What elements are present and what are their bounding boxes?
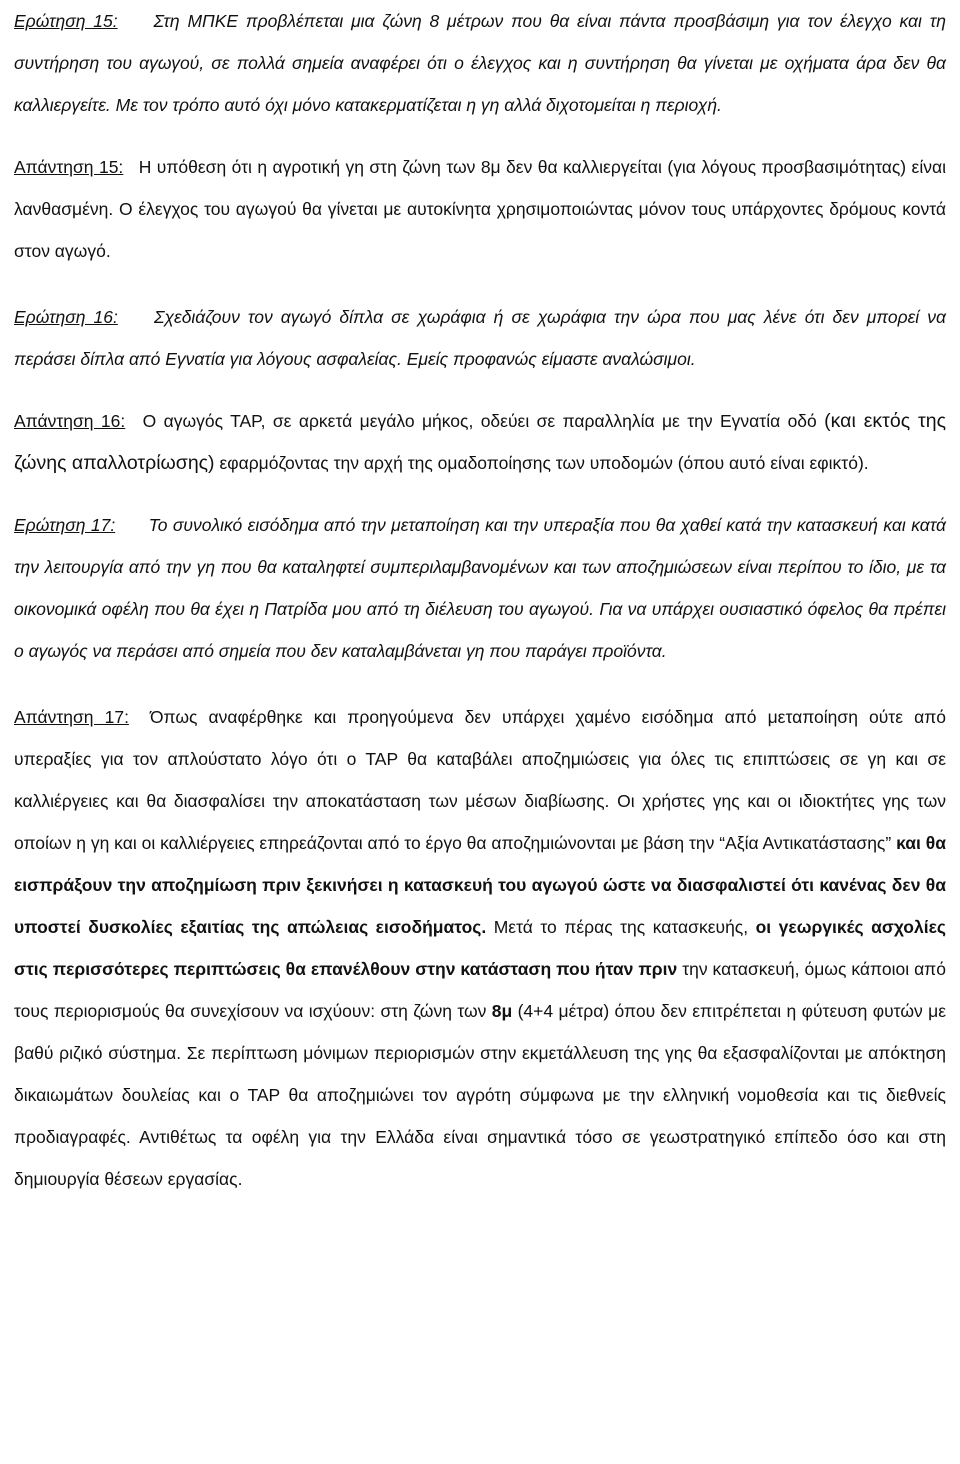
answer-16-label: Απάντηση 16:	[14, 411, 126, 431]
answer-17-text-3: την κατασκευή, όμως κάποιοι από τους περιορισμούς θα συνεχίσουν να ισχύουν: στη ζώνη των	[14, 959, 946, 1021]
answer-16-text-2: (και εκτός της ζώνης απαλλοτρίωσης)	[14, 410, 946, 474]
question-15-label: Ερώτηση 15:	[14, 11, 118, 31]
answer-17-text-1: Όπως αναφέρθηκε και προηγούμενα δεν υπάρχει χαμένο εισόδημα από μεταποίηση ούτε από υπεραξίες για τον απλούστατο λόγο ότι ο ΤΑΡ θα καταβάλει αποζημιώσεις για όλες τις επιπτώσεις σε γη και σε καλλιέργειες και θα διασφαλίσει την αποκατάσταση των μέσων διαβίωσης. Οι χρήστες γης και οι ιδιοκτήτες γης των οποίων η γη και οι καλλιέργειες επηρεάζονται από το έργο θα αποζημιώνονται με βάση την “Αξία Αντικατάστασης”	[14, 707, 946, 853]
question-16	[14, 296, 946, 380]
answer-17-label: Απάντηση 17:	[14, 707, 129, 727]
answer-15-text: Η υπόθεση ότι η αγροτική γη στη ζώνη των 8μ δεν θα καλλιεργείται (για λόγους προσβασιμότητας) είναι λανθασμένη. Ο έλεγχος του αγωγού θα γίνεται με αυτοκίνητα χρησιμοποιώντας μόνον τους υπάρχοντες δρόμους κοντά στον αγωγό.	[14, 157, 946, 261]
answer-17-bold-1: και θα εισπράξουν την αποζημίωση πριν ξεκινήσει η κατασκευή του αγωγού ώστε να διασφαλιστεί ότι κανένας δεν θα υποστεί δυσκολίες εξαιτίας της απώλειας εισοδήματος.	[14, 833, 946, 937]
question-15	[14, 0, 946, 126]
question-17-label: Ερώτηση 17:	[14, 515, 116, 535]
answer-17	[14, 696, 946, 1200]
document	[14, 0, 946, 1200]
answer-16-text-1: Ο αγωγός ΤΑΡ, σε αρκετά μεγάλο μήκος, οδεύει σε παραλληλία με την Εγνατία οδό	[142, 411, 817, 431]
question-16-label: Ερώτηση 16:	[14, 307, 118, 327]
answer-16-text-3: εφαρμόζοντας την αρχή της ομαδοποίησης των υποδομών (όπου αυτό είναι εφικτό).	[219, 453, 869, 473]
answer-16	[14, 400, 946, 484]
question-16-text: Σχεδιάζουν τον αγωγό δίπλα σε χωράφια ή σε χωράφια την ώρα που μας λένε ότι δεν μπορεί να περάσει δίπλα από Εγνατία για λόγους ασφαλείας. Εμείς προφανώς είμαστε αναλώσιμοι.	[14, 307, 946, 369]
answer-17-bold-2: οι γεωργικές ασχολίες στις περισσότερες περιπτώσεις θα επανέλθουν στην κατάσταση που ήταν πριν	[14, 917, 946, 979]
question-17-text: Το συνολικό εισόδημα από την μεταποίηση και την υπεραξία που θα χαθεί κατά την κατασκευή και κατά την λειτουργία από την γη που θα καταληφτεί συμπεριλαμβανομένων και των αποζημιώσεων είναι περίπου το ίδιο, με τα οικονομικά οφέλη που θα έχει η Πατρίδα μου από τη διέλευση του αγωγού. Για να υπάρχει ουσιαστικό όφελος θα πρέπει ο αγωγός να περάσει από σημεία που δεν καταλαμβάνεται γη που παράγει προϊόντα.	[14, 515, 946, 661]
answer-17-bold-3: 8μ	[491, 1001, 513, 1021]
answer-15-label: Απάντηση 15:	[14, 157, 124, 177]
question-17	[14, 504, 946, 672]
question-15-text: Στη ΜΠΚΕ προβλέπεται μια ζώνη 8 μέτρων που θα είναι πάντα προσβάσιμη για τον έλεγχο και τη συντήρηση του αγωγού, σε πολλά σημεία αναφέρει ότι ο έλεγχος και η συντήρηση θα γίνεται με οχήματα άρα δεν θα καλλιεργείτε. Με τον τρόπο αυτό όχι μόνο κατακερματίζεται η γη αλλά διχοτομείται η περιοχή.	[14, 11, 946, 115]
answer-17-text-2: Μετά το πέρας της κατασκευής,	[493, 917, 749, 937]
answer-15	[14, 146, 946, 272]
answer-17-text-4: (4+4 μέτρα) όπου δεν επιτρέπεται η φύτευση φυτών με βαθύ ριζικό σύστημα. Σε περίπτωση μόνιμων περιορισμών στην εκμετάλλευση της γης θα εξασφαλίζονται με απόκτηση δικαιωμάτων δουλείας και ο ΤΑΡ θα αποζημιώνει τον αγρότη σύμφωνα με την ελληνική νομοθεσία και τις διεθνείς προδιαγραφές. Αντιθέτως τα οφέλη για την Ελλάδα είναι σημαντικά τόσο σε γεωστρατηγικό επίπεδο όσο και στη δημιουργία θέσεων εργασίας.	[14, 1001, 946, 1189]
